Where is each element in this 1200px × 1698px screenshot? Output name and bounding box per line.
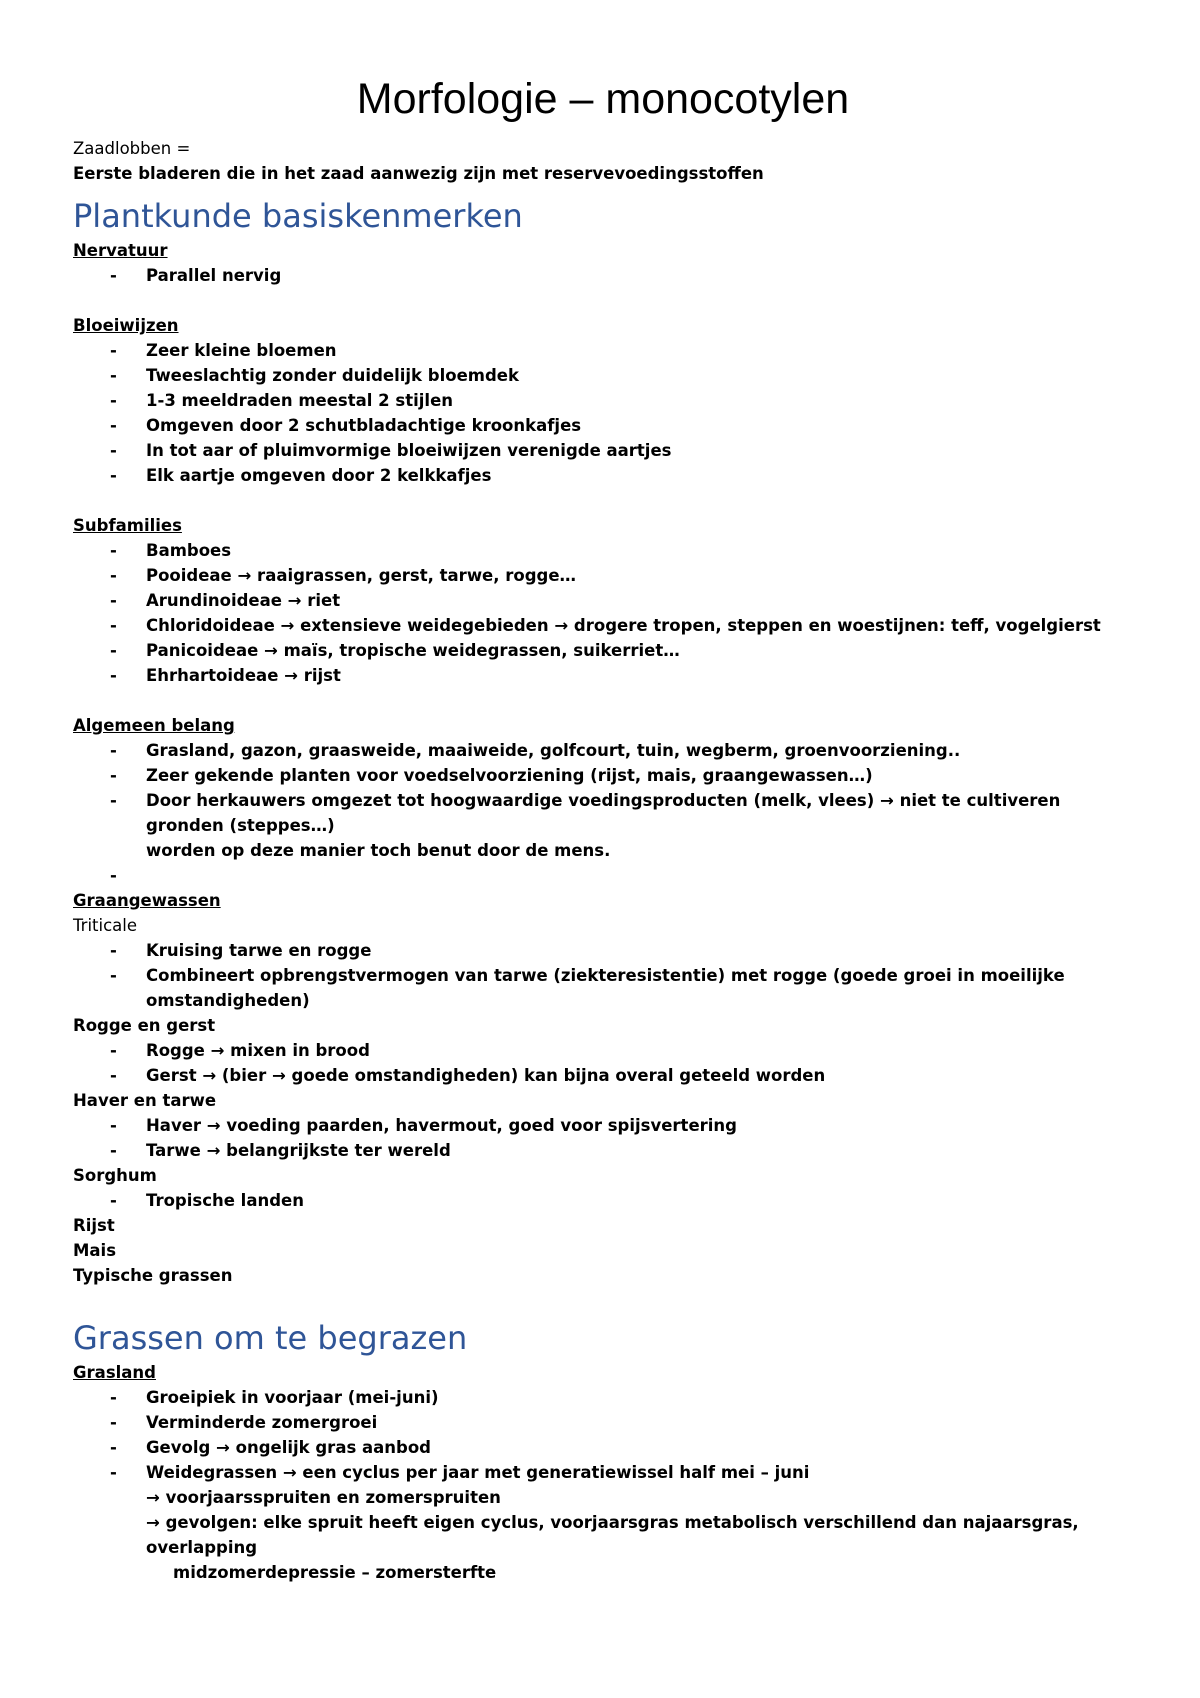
list-item: - Pooideae → raaigrassen, gerst, tarwe, rogge… — [73, 563, 1133, 588]
list-rogge-gerst — [73, 1038, 1133, 1088]
list-item: - Tropische landen — [73, 1188, 1133, 1213]
list-item: - Combineert opbrengstvermogen van tarwe (ziekteresistentie) met rogge (goede groei in moeilijke omstandigheden) — [73, 963, 1133, 1013]
list-item: - Groeipiek in voorjaar (mei-juni) — [73, 1385, 1133, 1410]
list-item: - Grasland, gazon, graasweide, maaiweide, golfcourt, tuin, wegberm, groenvoorziening.. — [73, 738, 1133, 763]
label-haver-tarwe: Haver en tarwe — [73, 1091, 217, 1110]
list-item: - Tweeslachtig zonder duidelijk bloemdek — [73, 363, 1133, 388]
list-item: - Parallel nervig — [73, 263, 1133, 288]
section-heading-plantkunde: Plantkunde basiskenmerken — [73, 197, 523, 235]
intro-line-2: Eerste bladeren die in het zaad aanwezig zijn met reservevoedingsstoffen — [73, 164, 764, 183]
list-haver-tarwe — [73, 1113, 1133, 1163]
label-typische-grassen: Typische grassen — [73, 1266, 233, 1285]
grasland-sub-line-3: midzomerdepressie – zomersterfte — [173, 1563, 497, 1582]
grasland-sub-line-1: → voorjaarsspruiten en zomerspruiten — [146, 1488, 501, 1507]
list-item: - Gerst → (bier → goede omstandigheden) kan bijna overal geteeld worden — [73, 1063, 1133, 1088]
label-triticale: Triticale — [73, 916, 137, 935]
page-title: Morfologie – monocotylen — [356, 75, 850, 123]
list-item: - Zeer gekende planten voor voedselvoorziening (rijst, mais, graangewassen…) — [73, 763, 1133, 788]
document-page — [73, 70, 1133, 1585]
intro-line-1: Zaadlobben = — [73, 139, 191, 158]
list-item: - 1-3 meeldraden meestal 2 stijlen — [73, 388, 1133, 413]
list-item: - Bamboes — [73, 538, 1133, 563]
list-item: - Ehrhartoideae → rijst — [73, 663, 1133, 688]
list-item: - Rogge → mixen in brood — [73, 1038, 1133, 1063]
list-bloeiwijzen — [73, 338, 1133, 488]
list-item: - Weidegrassen → een cyclus per jaar met generatiewissel half mei – juni — [73, 1460, 1133, 1485]
list-triticale — [73, 938, 1133, 1013]
list-sorghum — [73, 1188, 1133, 1213]
list-item: - Tarwe → belangrijkste ter wereld — [73, 1138, 1133, 1163]
list-nervatuur — [73, 263, 1133, 288]
label-sorghum: Sorghum — [73, 1166, 157, 1185]
list-item: - In tot aar of pluimvormige bloeiwijzen verenigde aartjes — [73, 438, 1133, 463]
list-item: - Zeer kleine bloemen — [73, 338, 1133, 363]
label-mais: Mais — [73, 1241, 117, 1260]
label-bloeiwijzen: Bloeiwijzen — [73, 316, 179, 335]
list-item: - Verminderde zomergroei — [73, 1410, 1133, 1435]
label-subfamilies: Subfamilies — [73, 516, 182, 535]
label-rijst: Rijst — [73, 1216, 115, 1235]
list-item: - Haver → voeding paarden, havermout, goed voor spijsvertering — [73, 1113, 1133, 1138]
label-rogge-gerst: Rogge en gerst — [73, 1016, 216, 1035]
label-grasland: Grasland — [73, 1363, 156, 1382]
list-item: - Chloridoideae → extensieve weidegebieden → drogere tropen, steppen en woestijnen: teff, vogelgierst — [73, 613, 1133, 638]
section-heading-grassen: Grassen om te begrazen — [73, 1319, 468, 1357]
list-item: - Arundinoideae → riet — [73, 588, 1133, 613]
list-item-continuation: worden op deze manier toch benut door de mens. — [146, 841, 611, 860]
list-algemeen-empty — [73, 863, 1133, 888]
list-item: - Omgeven door 2 schutbladachtige kroonkafjes — [73, 413, 1133, 438]
list-item: - Door herkauwers omgezet tot hoogwaardige voedingsproducten (melk, vlees) → niet te cultiveren gronden (steppes…) — [73, 788, 1133, 838]
list-grasland — [73, 1385, 1133, 1485]
label-graangewassen: Graangewassen — [73, 891, 221, 910]
empty-list-item — [73, 863, 1133, 888]
list-subfamilies — [73, 538, 1133, 688]
label-algemeen-belang: Algemeen belang — [73, 716, 235, 735]
list-algemeen-belang — [73, 738, 1133, 838]
list-item: - Kruising tarwe en rogge — [73, 938, 1133, 963]
list-item: - Elk aartje omgeven door 2 kelkkafjes — [73, 463, 1133, 488]
list-item: - Gevolg → ongelijk gras aanbod — [73, 1435, 1133, 1460]
label-nervatuur: Nervatuur — [73, 241, 168, 260]
grasland-sub-line-2: → gevolgen: elke spruit heeft eigen cyclus, voorjaarsgras metabolisch verschillend dan najaarsgras, overlapping — [146, 1513, 1079, 1557]
list-item: - Panicoideae → maïs, tropische weidegrassen, suikerriet… — [73, 638, 1133, 663]
